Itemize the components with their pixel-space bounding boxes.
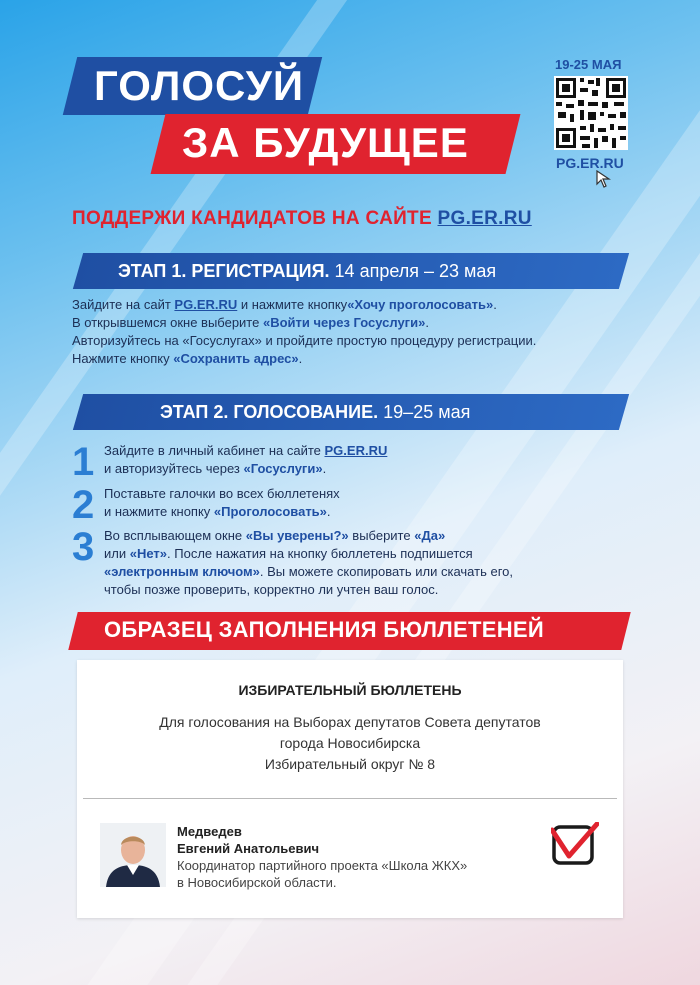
sample-heading: ОБРАЗЕЦ ЗАПОЛНЕНИЯ БЮЛЛЕТЕНЕЙ xyxy=(104,617,544,642)
subtitle-link[interactable]: PG.ER.RU xyxy=(437,208,532,229)
subtitle-text: ПОДДЕРЖИ КАНДИДАТОВ НА САЙТЕ xyxy=(72,208,438,229)
candidate-name xyxy=(177,823,319,857)
no-label: «Нет» xyxy=(129,546,168,561)
step1-site-link[interactable]: PG.ER.RU xyxy=(324,443,388,458)
stage1-dates: 14 апреля – 23 мая xyxy=(334,261,497,281)
gosuslugi-label: «Госуслуги» xyxy=(243,461,323,476)
want-to-vote-button-label: «Хочу проголосовать» xyxy=(347,297,494,312)
step-text: Поставьте галочки во всех бюллетенях и нажмите кнопку «Проголосовать». xyxy=(104,486,340,519)
stage1-line2: В открывшемся окне выберите «Войти через Госуслуги». xyxy=(72,315,429,330)
stage2-title: ЭТАП 2. ГОЛОСОВАНИЕ. xyxy=(160,402,379,422)
vote-button-label: «Проголосовать» xyxy=(213,504,327,519)
candidate-description xyxy=(177,857,537,891)
stage2-dates: 19–25 мая xyxy=(383,402,471,422)
step-text: Зайдите в личный кабинет на сайте PG.ER.RU и авторизуйтесь через «Госуслуги». xyxy=(104,443,388,476)
qr-dates xyxy=(555,57,621,72)
header-line1: ГОЛОСУЙ xyxy=(94,62,305,109)
ballot-divider xyxy=(83,798,617,799)
ballot-title: ИЗБИРАТЕЛЬНЫЙ БЮЛЛЕТЕНЬ xyxy=(238,682,462,698)
candidate-last-name: Медведев xyxy=(177,824,242,839)
stage2-heading xyxy=(160,402,470,423)
candidate-first-name: Евгений Анатольевич xyxy=(177,841,320,856)
electronic-key-label: «электронным ключом» xyxy=(104,564,260,579)
checked-box-icon[interactable] xyxy=(551,822,599,866)
yes-label: «Да» xyxy=(414,528,446,543)
cursor-icon xyxy=(596,170,612,193)
are-you-sure-label: «Вы уверены?» xyxy=(245,528,349,543)
save-address-label: «Сохранить адрес» xyxy=(173,351,299,366)
qr-code-icon[interactable] xyxy=(554,76,628,150)
qr-dates-month: МАЯ xyxy=(591,57,622,72)
qr-url[interactable]: PG.ER.RU xyxy=(556,155,624,171)
stage1-title: ЭТАП 1. РЕГИСТРАЦИЯ. xyxy=(118,261,330,281)
stage1-line4: Нажмите кнопку «Сохранить адрес». xyxy=(72,351,303,366)
step-number: 2 xyxy=(72,483,95,527)
gosuslugi-login-label: «Войти через Госуслуги» xyxy=(262,315,426,330)
step-number: 1 xyxy=(72,440,95,484)
header-line2: ЗА БУДУЩЕЕ xyxy=(182,119,469,166)
ballot-desc-line: города Новосибирска xyxy=(279,735,421,751)
ballot-description xyxy=(77,712,623,775)
support-candidates-heading xyxy=(72,208,632,230)
stage1-line1: Зайдите на сайт PG.ER.RU и нажмите кнопку«Хочу проголосовать». xyxy=(72,297,497,312)
candidate-desc-line: в Новосибирской области. xyxy=(177,875,337,890)
ballot-desc-line: Для голосования на Выборах депутатов Совета депутатов xyxy=(159,714,541,730)
qr-dates-days: 19-25 xyxy=(555,57,589,72)
ballot-sample xyxy=(77,660,623,918)
candidate-desc-line: Координатор партийного проекта «Школа ЖКХ» xyxy=(177,858,468,873)
step-number: 3 xyxy=(72,525,95,569)
stage1-line3: Авторизуйтесь на «Госуслугах» и пройдите простую процедуру регистрации. xyxy=(72,333,537,348)
candidate-photo xyxy=(100,823,166,887)
stage1-instructions xyxy=(72,296,662,368)
stage1-site-link[interactable]: PG.ER.RU xyxy=(174,297,238,312)
ballot-desc-line: Избирательный округ № 8 xyxy=(264,756,436,772)
step-text: Во всплывающем окне «Вы уверены?» выберите «Да» или «Нет». После нажатия на кнопку бюллетень подпишется «электронным ключом». Вы можете скопировать или скачать его, чтобы позже проверить, корректно ли учтен ваш голос. xyxy=(104,528,513,597)
stage1-heading xyxy=(118,261,496,282)
